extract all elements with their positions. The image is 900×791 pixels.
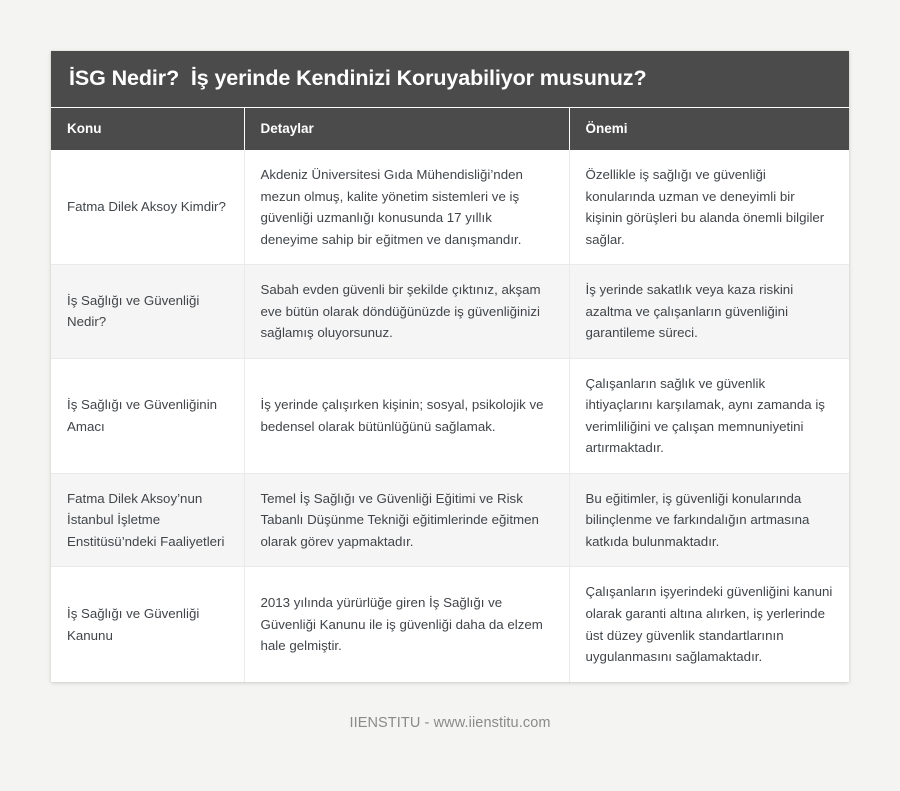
table-row — [51, 265, 849, 359]
card-title-bar — [51, 51, 849, 108]
table-row — [51, 150, 849, 265]
cell-konu: İş Sağlığı ve Güvenliği Nedir? — [51, 265, 244, 359]
page-title: İSG Nedir? İş yerinde Kendinizi Koruyabiliyor musunuz? — [69, 66, 647, 91]
column-header-onemi: Önemi — [569, 108, 849, 150]
cell-detaylar: İş yerinde çalışırken kişinin; sosyal, psikolojik ve bedensel olarak bütünlüğünü sağlamak. — [244, 358, 569, 473]
cell-onemi: Özellikle iş sağlığı ve güvenliği konularında uzman ve deneyimli bir kişinin görüşleri bu alanda önemli bilgiler sağlar. — [569, 150, 849, 265]
cell-detaylar: Akdeniz Üniversitesi Gıda Mühendisliği’nden mezun olmuş, kalite yönetim sistemleri ve iş güvenliği uzmanlığı konusunda 17 yıllık deneyime sahip bir eğitmen ve danışmandır. — [244, 150, 569, 265]
column-header-detaylar: Detaylar — [244, 108, 569, 150]
isg-info-card — [51, 51, 849, 682]
table-row — [51, 567, 849, 682]
cell-konu: İş Sağlığı ve Güvenliği Kanunu — [51, 567, 244, 682]
table-row — [51, 473, 849, 567]
cell-onemi: Bu eğitimler, iş güvenliği konularında bilinçlenme ve farkındalığın artmasına katkıda bulunmaktadır. — [569, 473, 849, 567]
cell-onemi: İş yerinde sakatlık veya kaza riskini azaltma ve çalışanların güvenliğini garantileme süreci. — [569, 265, 849, 359]
cell-konu: Fatma Dilek Aksoy Kimdir? — [51, 150, 244, 265]
cell-konu: İş Sağlığı ve Güvenliğinin Amacı — [51, 358, 244, 473]
cell-konu: Fatma Dilek Aksoy’nun İstanbul İşletme Enstitüsü’ndeki Faaliyetleri — [51, 473, 244, 567]
cell-onemi: Çalışanların sağlık ve güvenlik ihtiyaçlarını karşılamak, aynı zamanda iş verimliliğini ve çalışan memnuniyetini artırmaktadır. — [569, 358, 849, 473]
table-header-row — [51, 108, 849, 150]
cell-detaylar: Sabah evden güvenli bir şekilde çıktınız, akşam eve bütün olarak döndüğünüzde iş güvenliğinizi sağlamış oluyorsunuz. — [244, 265, 569, 359]
column-header-konu: Konu — [51, 108, 244, 150]
table-header — [51, 108, 849, 150]
cell-onemi: Çalışanların işyerindeki güvenliğini kanuni olarak garanti altına alırken, iş yerlerinde üst düzey güvenlik standartlarının uygulanmasını sağlamaktadır. — [569, 567, 849, 682]
cell-detaylar: 2013 yılında yürürlüğe giren İş Sağlığı ve Güvenliği Kanunu ile iş güvenliği daha da elzem hale gelmiştir. — [244, 567, 569, 682]
footer-attribution: IIENSTITU - www.iienstitu.com — [349, 715, 551, 731]
isg-table — [51, 108, 849, 682]
table-body — [51, 150, 849, 682]
cell-detaylar: Temel İş Sağlığı ve Güvenliği Eğitimi ve Risk Tabanlı Düşünme Tekniği eğitimlerinde eğitmen olarak görev yapmaktadır. — [244, 473, 569, 567]
table-row — [51, 358, 849, 473]
